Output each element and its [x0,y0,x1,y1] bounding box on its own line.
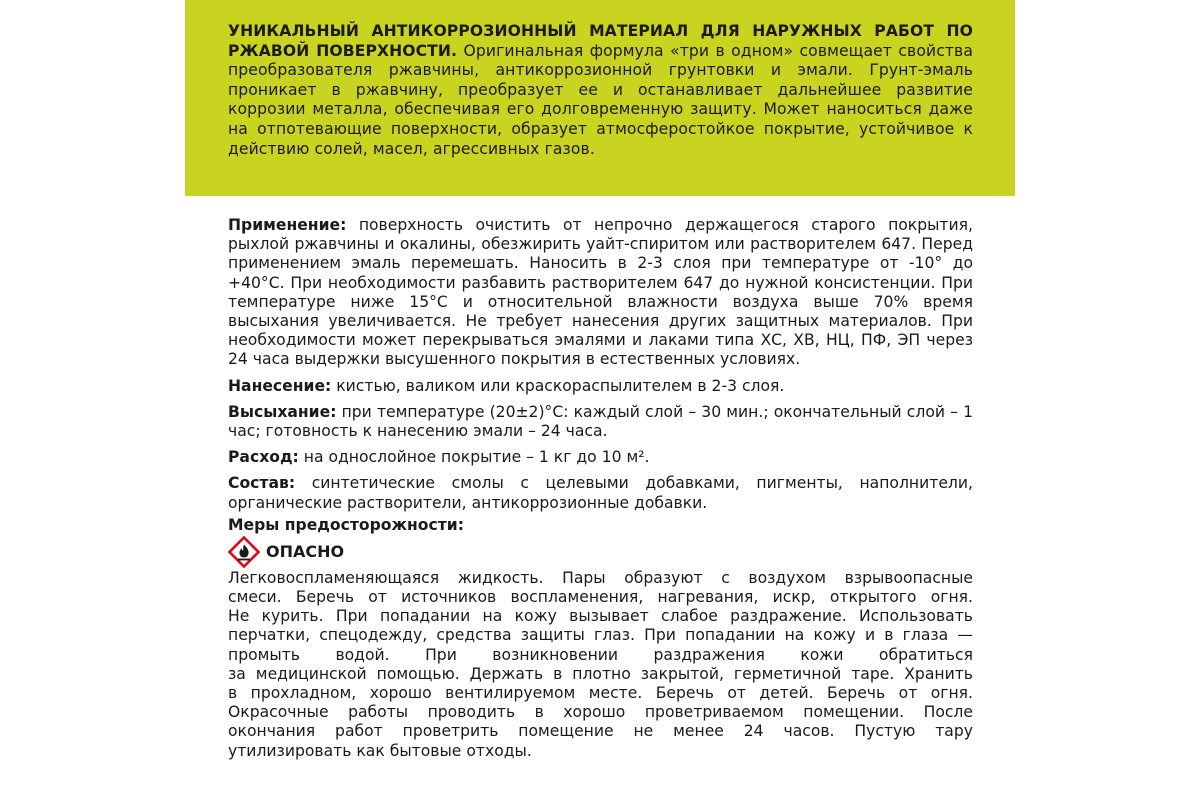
coating-section [228,377,973,396]
application-text: поверхность очистить от непрочно держащегося старого покрытия, рыхлой ржавчины и окалины, обезжирить уайт-спиритом или растворителем 647. Перед применением эмаль перемешать. Наносить в 2-3 слоя при температуре от -10° до +40°С. При необходимости разбавить растворителем 647 до нужной консистенции. При температуре ниже 15°С и относительной влажности воздуха выше 70% время высыхания увеличивается. Не требует нанесения других защитных материалов. При необходимости может перекрываться эмалями и лаками типа ХС, ХВ, НЦ, ПФ, ЭП через 24 часа выдержки высушенного покрытия в естественных условиях. [228,216,973,369]
warning-line: Окрасочные работы проводить в хорошо проветриваемом помещении. После [228,703,973,722]
intro-heading: УНИКАЛЬНЫЙ АНТИКОРРОЗИОННЫЙ МАТЕРИАЛ ДЛЯ НАРУЖНЫХ РАБОТ ПО РЖАВОЙ ПОВЕРХНОСТИ. [228,22,973,60]
composition-label: Состав: [228,474,296,493]
coating-text: кистью, валиком или краскораспылителем в 2-3 слоя. [336,376,785,395]
precautions-title: Меры предосторожности: [228,515,464,534]
consumption-text: на однослойное покрытие – 1 кг до 10 м². [303,448,650,467]
application-section [228,216,973,370]
coating-label: Нанесение: [228,376,332,395]
warning-line: в прохладном, хорошо вентилируемом месте. Беречь от детей. Беречь от огня. [228,684,973,703]
warning-line: смеси. Беречь от источников воспламенения, нагревания, искр, открытого огня. [228,588,973,607]
drying-section [228,403,973,441]
consumption-label: Расход: [228,448,299,467]
intro-text [228,22,973,159]
hazard-warning-text [228,569,973,761]
warning-line: за медицинской помощью. Держать в плотно закрытой, герметичной таре. Хранить [228,664,973,683]
warning-line: окончания работ проветрить помещение не менее 24 часов. Пустую тару [228,722,973,741]
instructions [228,216,973,761]
warning-line: Легковоспламеняющаяся жидкость. Пары образуют с воздухом взрывоопасные [228,568,973,587]
drying-label: Высыхание: [228,402,337,421]
intro-description: Оригинальная формула «три в одном» совмещает свойства преобразователя ржавчины, антикоррозионной грунтовки и эмали. Грунт-эмаль проникает в ржавчину, преобразует ее и останавливает дальнейшее развитие коррозии металла, обеспечивая его долговременную защиту. Может наноситься даже на отпотевающие поверхности, образует атмосферостойкое покрытие, устойчивое к действию солей, масел, агрессивных газов. [228,41,974,158]
warning-line: перчатки, спецодежду, средства защиты глаз. При попадании на кожу и в глаза — [228,626,973,645]
composition-section [228,474,973,512]
consumption-section [228,448,973,467]
composition-text: синтетические смолы с целевыми добавками, пигменты, наполнители, органические растворители, антикоррозионные добавки. [228,474,973,512]
danger-row [228,535,973,569]
warning-line: утилизировать как бытовые отходы. [228,741,532,760]
warning-line: промыть водой. При возникновении раздражения кожи обратиться [228,645,973,664]
flame-hazard-icon [228,536,260,568]
drying-text: при температуре (20±2)°С: каждый слой – 30 мин.; окончательный слой – 1 час; готовность к нанесению эмали – 24 часа. [228,402,973,441]
warning-line: Не курить. При попадании на кожу вызывает слабое раздражение. Использовать [228,607,973,626]
application-label: Применение: [228,216,347,234]
signal-word: ОПАСНО [266,542,345,562]
